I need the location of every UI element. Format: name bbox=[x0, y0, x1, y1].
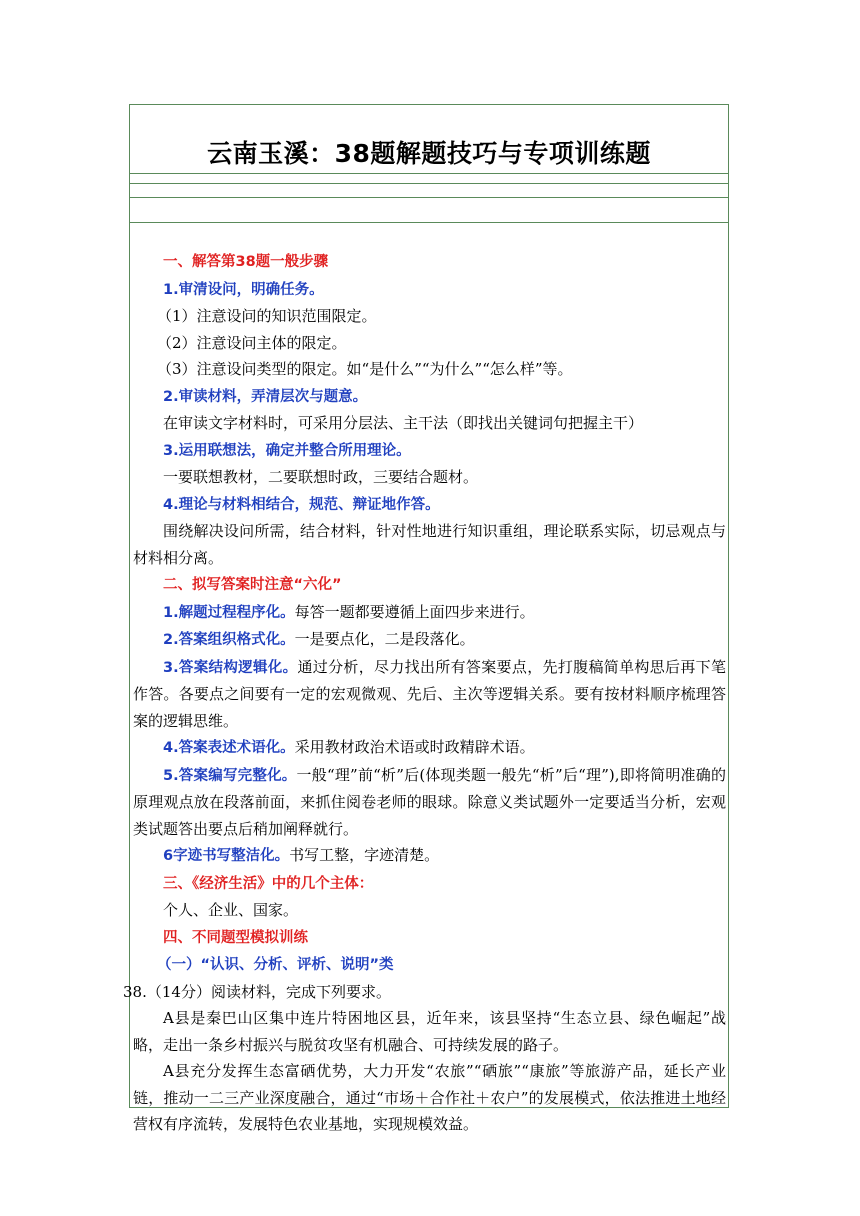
list-item: 3.答案结构逻辑化。通过分析，尽力找出所有答案要点，先打腹稿简单构思后再下笔作答。各要点之间要有一定的宏观微观、先后、主次等逻辑关系。要有按材料顺序梳理答案的逻辑思维。 bbox=[133, 657, 726, 730]
page-title: 云南玉溪：38题解题技巧与专项训练题 bbox=[207, 138, 651, 168]
list-item: 2.答案组织格式化。一是要点化，二是段落化。 bbox=[163, 630, 475, 648]
paragraph: 在审读文字材料时，可采用分层法、主干法（即找出关键词句把握主干） bbox=[163, 414, 644, 432]
table-divider bbox=[130, 183, 728, 184]
step-heading: 2.审读材料，弄清层次与题意。 bbox=[163, 388, 368, 405]
note: （2）注意设问主体的限定。 bbox=[157, 333, 347, 352]
step-heading: 3.运用联想法，确定并整合所用理论。 bbox=[163, 442, 411, 459]
material-paragraph: A县充分发挥生态富硒优势，大力开发“农旅”“硒旅”“康旅”等旅游产品，延长产业链，推动一二三产业深度融合，通过“市场＋合作社＋农户”的发展模式，依法推进土地经营权有序流转，发展特色农业基地，实现规模效益。 bbox=[133, 1062, 726, 1133]
section-heading: 三、《经济生活》中的几个主体： bbox=[163, 875, 374, 892]
document-body bbox=[123, 248, 728, 1138]
step-heading: 1.审清设问，明确任务。 bbox=[163, 281, 324, 298]
note: （3）注意设问类型的限定。如“是什么”“为什么”“怎么样”等。 bbox=[157, 360, 573, 378]
paragraph: 围绕解决设问所需，结合材料，针对性地进行知识重组，理论联系实际，切忌观点与材料相分离。 bbox=[133, 522, 726, 567]
section-heading: 二、拟写答案时注意“六化” bbox=[163, 577, 342, 593]
document-table bbox=[123, 104, 729, 1133]
title-cell bbox=[130, 105, 728, 174]
section-heading: 一、解答第38题一般步骤 bbox=[163, 254, 329, 270]
list-item: 4.答案表述术语化。采用教材政治术语或时政精辟术语。 bbox=[163, 738, 535, 756]
material-paragraph: A县是秦巴山区集中连片特困地区县，近年来，该县坚持“生态立县、绿色崛起”战略，走出一条乡村振兴与脱贫攻坚有机融合、可持续发展的路子。 bbox=[133, 1009, 726, 1054]
paragraph: 一要联想教材，二要联想时政，三要结合题材。 bbox=[163, 468, 479, 486]
list-item: 5.答案编写完整化。一般“理”前“析”后(体现类题一般先“析”后“理”),即将简明准确的原理观点放在段落前面，来抓住阅卷老师的眼球。除意义类试题外一定要适当分析，宏观类试题答出要点后稍加阐释就行。 bbox=[133, 765, 726, 838]
subsection-heading: （一）“认识、分析、评析、说明”类 bbox=[157, 957, 394, 973]
table-divider bbox=[130, 222, 728, 223]
table-divider bbox=[130, 197, 728, 198]
paragraph: 个人、企业、国家。 bbox=[163, 901, 299, 919]
list-item: 6字迹书写整洁化。书写工整，字迹清楚。 bbox=[163, 846, 440, 864]
question: 38.（14分）阅读材料，完成下列要求。 bbox=[123, 982, 391, 1001]
section-heading: 四、不同题型模拟训练 bbox=[163, 929, 308, 946]
step-heading: 4.理论与材料相结合，规范、辩证地作答。 bbox=[163, 496, 440, 513]
note: （1）注意设问的知识范围限定。 bbox=[157, 307, 377, 325]
list-item: 1.解题过程程序化。每答一题都要遵循上面四步来进行。 bbox=[163, 602, 535, 621]
